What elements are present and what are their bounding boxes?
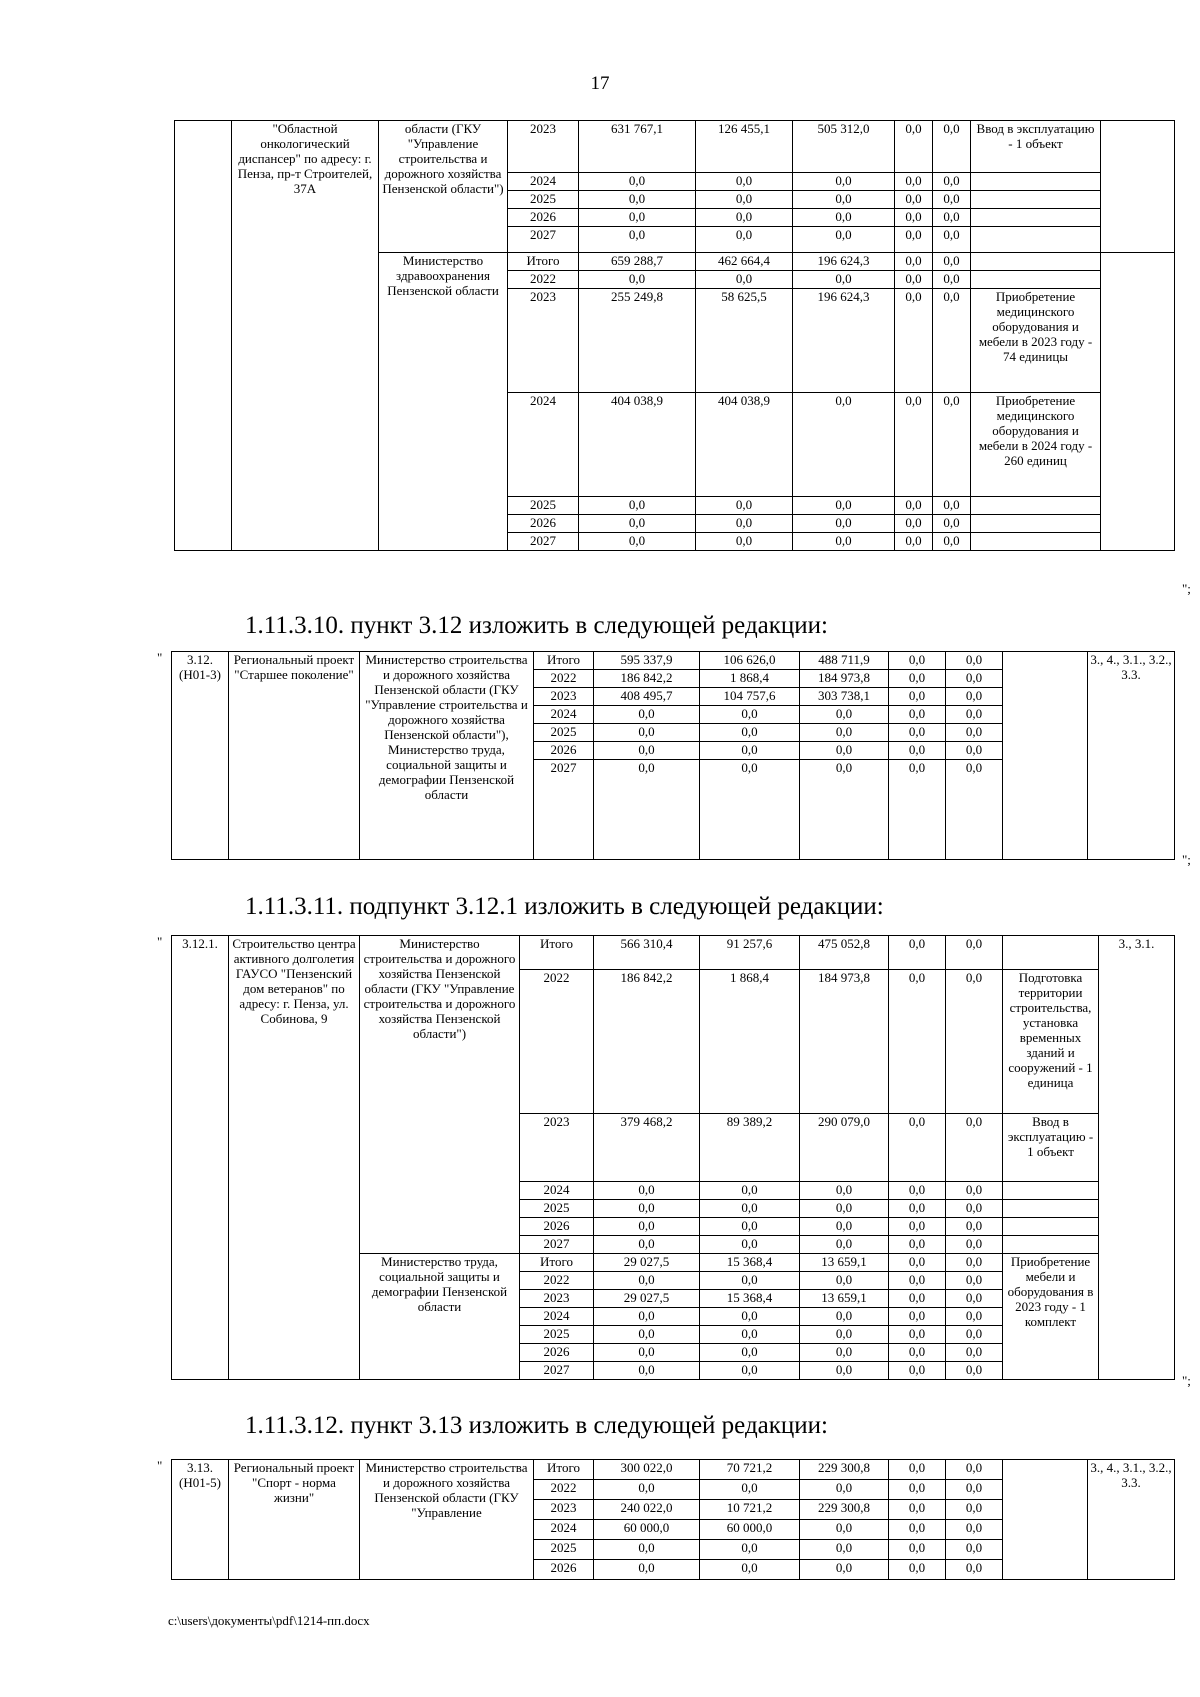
amount-cell: 0,0	[946, 936, 1003, 970]
amount-cell: 0,0	[895, 515, 933, 533]
amount-cell: 0,0	[579, 209, 696, 227]
amount-cell: 229 300,8	[800, 1500, 889, 1520]
amount-cell: 0,0	[933, 209, 971, 227]
result-cell: Ввод в эксплуатацию - 1 объект	[971, 121, 1101, 173]
year-cell: 2025	[534, 1540, 594, 1560]
amount-cell: 0,0	[889, 652, 946, 670]
amount-cell: 0,0	[895, 253, 933, 271]
amount-cell: 0,0	[700, 1182, 800, 1200]
item-name-cell: Региональный проект "Спорт - норма жизни"	[229, 1460, 360, 1580]
amount-cell: 0,0	[946, 1272, 1003, 1290]
amount-cell: 196 624,3	[793, 253, 895, 271]
year-cell: 2025	[534, 724, 594, 742]
amount-cell: 13 659,1	[800, 1254, 889, 1272]
amount-cell: 0,0	[800, 1200, 889, 1218]
amount-cell: 0,0	[889, 1200, 946, 1218]
amount-cell: 0,0	[696, 533, 793, 551]
year-cell: 2022	[520, 1272, 594, 1290]
year-cell: 2027	[520, 1236, 594, 1254]
result-cell: Приобретение медицинского оборудования и мебели в 2024 году - 260 единиц	[971, 393, 1101, 497]
amount-cell: 0,0	[933, 121, 971, 173]
amount-cell: 0,0	[579, 271, 696, 289]
amount-cell: 0,0	[895, 121, 933, 173]
year-cell: 2026	[520, 1344, 594, 1362]
amount-cell: 0,0	[889, 760, 946, 860]
amount-cell: 0,0	[889, 742, 946, 760]
amount-cell: 0,0	[700, 1200, 800, 1218]
amount-cell: 13 659,1	[800, 1290, 889, 1308]
amount-cell: 0,0	[946, 1114, 1003, 1182]
executor-cell: Министерство труда, социальной защиты и демографии Пензенской области	[360, 1254, 520, 1380]
year-cell: 2026	[534, 742, 594, 760]
closing-quote-mark: ";	[1182, 581, 1191, 596]
amount-cell: 0,0	[889, 688, 946, 706]
year-cell: 2025	[520, 1200, 594, 1218]
amount-cell: 0,0	[696, 191, 793, 209]
amount-cell: 0,0	[889, 1272, 946, 1290]
year-cell: 2027	[508, 227, 579, 253]
amount-cell: 0,0	[933, 289, 971, 393]
amount-cell: 0,0	[895, 191, 933, 209]
amount-cell: 0,0	[889, 1290, 946, 1308]
amount-cell: 0,0	[594, 1236, 700, 1254]
amount-cell: 0,0	[594, 760, 700, 860]
amount-cell: 0,0	[594, 1326, 700, 1344]
amount-cell: 0,0	[700, 1308, 800, 1326]
amount-cell: 0,0	[933, 533, 971, 551]
amount-cell: 0,0	[889, 1114, 946, 1182]
item-number-cell: 3.13. (Н01-5)	[172, 1460, 229, 1580]
amount-cell: 29 027,5	[594, 1254, 700, 1272]
executor-cell: Министерство строительства и дорожного хозяйства Пензенской области (ГКУ "Управление	[360, 1460, 534, 1580]
amount-cell: 0,0	[793, 227, 895, 253]
amount-cell: 0,0	[946, 1182, 1003, 1200]
opening-quote-mark: "	[157, 650, 163, 665]
amount-cell: 60 000,0	[700, 1520, 800, 1540]
amount-cell: 126 455,1	[696, 121, 793, 173]
table-row	[175, 121, 1175, 173]
amount-cell: 0,0	[594, 706, 700, 724]
amount-cell: 0,0	[946, 1480, 1003, 1500]
heading-3-12-1: 1.11.3.11. подпункт 3.12.1 изложить в следующей редакции:	[245, 893, 884, 920]
year-cell: 2023	[534, 688, 594, 706]
amount-cell: 0,0	[800, 1308, 889, 1326]
amount-cell: 0,0	[946, 970, 1003, 1114]
year-cell: 2025	[508, 497, 579, 515]
amount-cell: 0,0	[946, 652, 1003, 670]
amount-cell: 0,0	[594, 1560, 700, 1580]
indicator-cell	[1101, 253, 1175, 551]
amount-cell: 300 022,0	[594, 1460, 700, 1480]
amount-cell: 0,0	[800, 1218, 889, 1236]
amount-cell: 0,0	[946, 1200, 1003, 1218]
year-cell: 2022	[520, 970, 594, 1114]
amount-cell: 0,0	[793, 393, 895, 497]
amount-cell: 89 389,2	[700, 1114, 800, 1182]
amount-cell: 0,0	[579, 173, 696, 191]
amount-cell: 1 868,4	[700, 970, 800, 1114]
amount-cell: 0,0	[696, 271, 793, 289]
amount-cell: 0,0	[700, 1560, 800, 1580]
item-name-cell: Строительство центра активного долголетия ГАУСО "Пензенский дом ветеранов" по адресу: г. Пенза, ул. Собинова, 9	[229, 936, 360, 1380]
result-cell: Приобретение мебели и оборудования в 2023 году - 1 комплект	[1003, 1254, 1099, 1380]
amount-cell: 10 721,2	[700, 1500, 800, 1520]
year-cell: Итого	[534, 652, 594, 670]
amount-cell: 0,0	[696, 227, 793, 253]
year-cell: 2024	[520, 1182, 594, 1200]
amount-cell: 0,0	[946, 706, 1003, 724]
amount-cell: 0,0	[889, 1540, 946, 1560]
amount-cell: 462 664,4	[696, 253, 793, 271]
amount-cell: 0,0	[793, 209, 895, 227]
amount-cell: 0,0	[594, 1540, 700, 1560]
result-cell	[971, 227, 1101, 253]
indicator-cell: 3., 4., 3.1., 3.2., 3.3.	[1088, 1460, 1175, 1580]
amount-cell: 0,0	[594, 1344, 700, 1362]
result-cell	[1003, 1200, 1099, 1218]
amount-cell: 0,0	[889, 670, 946, 688]
amount-cell: 0,0	[800, 1182, 889, 1200]
amount-cell: 0,0	[889, 970, 946, 1114]
amount-cell: 0,0	[594, 742, 700, 760]
amount-cell: 0,0	[700, 760, 800, 860]
amount-cell: 0,0	[889, 1218, 946, 1236]
amount-cell: 0,0	[700, 1218, 800, 1236]
year-cell: 2024	[534, 706, 594, 724]
table-row	[172, 1460, 1175, 1480]
amount-cell: 0,0	[946, 670, 1003, 688]
amount-cell: 0,0	[946, 1540, 1003, 1560]
year-cell: 2022	[508, 271, 579, 289]
closing-quote-mark: ";	[1182, 1373, 1191, 1388]
item-name-cell: "Областной онкологический диспансер" по адресу: г. Пенза, пр-т Строителей, 37А	[232, 121, 379, 551]
amount-cell: 0,0	[889, 1500, 946, 1520]
page-number: 17	[590, 73, 610, 94]
amount-cell: 0,0	[946, 1460, 1003, 1480]
indicator-cell: 3., 3.1.	[1099, 936, 1175, 1380]
item-number-cell	[175, 121, 232, 551]
amount-cell: 0,0	[946, 742, 1003, 760]
amount-cell: 0,0	[793, 497, 895, 515]
amount-cell: 0,0	[946, 724, 1003, 742]
amount-cell: 0,0	[933, 253, 971, 271]
indicator-cell: 3., 4., 3.1., 3.2., 3.3.	[1088, 652, 1175, 860]
amount-cell: 0,0	[895, 209, 933, 227]
amount-cell: 408 495,7	[594, 688, 700, 706]
amount-cell: 0,0	[895, 393, 933, 497]
amount-cell: 0,0	[895, 271, 933, 289]
result-cell	[971, 253, 1101, 271]
year-cell: 2023	[508, 289, 579, 393]
amount-cell: 0,0	[700, 1480, 800, 1500]
amount-cell: 0,0	[800, 1326, 889, 1344]
year-cell: 2026	[508, 515, 579, 533]
amount-cell: 255 249,8	[579, 289, 696, 393]
year-cell: 2027	[508, 533, 579, 551]
amount-cell: 184 973,8	[800, 970, 889, 1114]
amount-cell: 0,0	[800, 706, 889, 724]
amount-cell: 0,0	[946, 1520, 1003, 1540]
executor-cell: Министерство строительства и дорожного хозяйства Пензенской области (ГКУ "Управление строительства и дорожного хозяйства Пензенской области")	[360, 936, 520, 1254]
amount-cell: 0,0	[579, 191, 696, 209]
opening-quote-mark: "	[157, 1458, 163, 1473]
item-number-cell: 3.12.1.	[172, 936, 229, 1380]
amount-cell: 0,0	[946, 1326, 1003, 1344]
amount-cell: 15 368,4	[700, 1254, 800, 1272]
amount-cell: 0,0	[800, 760, 889, 860]
opening-quote-mark: "	[157, 934, 163, 949]
amount-cell: 0,0	[946, 1560, 1003, 1580]
amount-cell: 0,0	[946, 688, 1003, 706]
result-cell	[971, 271, 1101, 289]
amount-cell: 0,0	[889, 1236, 946, 1254]
year-cell: 2023	[520, 1114, 594, 1182]
amount-cell: 0,0	[946, 1254, 1003, 1272]
amount-cell: 186 842,2	[594, 970, 700, 1114]
amount-cell: 0,0	[696, 515, 793, 533]
year-cell: Итого	[534, 1460, 594, 1480]
year-cell: 2026	[520, 1218, 594, 1236]
amount-cell: 0,0	[594, 1362, 700, 1380]
year-cell: 2026	[534, 1560, 594, 1580]
amount-cell: 0,0	[800, 1480, 889, 1500]
amount-cell: 0,0	[933, 271, 971, 289]
amount-cell: 0,0	[933, 227, 971, 253]
year-cell: 2024	[508, 173, 579, 191]
amount-cell: 0,0	[594, 1182, 700, 1200]
amount-cell: 0,0	[889, 706, 946, 724]
amount-cell: 631 767,1	[579, 121, 696, 173]
amount-cell: 0,0	[889, 1254, 946, 1272]
amount-cell: 0,0	[889, 1460, 946, 1480]
amount-cell: 0,0	[594, 1308, 700, 1326]
amount-cell: 0,0	[793, 191, 895, 209]
amount-cell: 58 625,5	[696, 289, 793, 393]
item-number-cell: 3.12. (Н01-3)	[172, 652, 229, 860]
table-continuation	[174, 120, 1175, 551]
amount-cell: 0,0	[895, 173, 933, 191]
result-cell	[971, 209, 1101, 227]
amount-cell: 566 310,4	[594, 936, 700, 970]
amount-cell: 0,0	[700, 724, 800, 742]
amount-cell: 0,0	[594, 724, 700, 742]
result-cell	[1003, 1460, 1088, 1580]
result-cell	[971, 533, 1101, 551]
amount-cell: 0,0	[793, 271, 895, 289]
amount-cell: 0,0	[696, 173, 793, 191]
year-cell: 2025	[508, 191, 579, 209]
amount-cell: 0,0	[946, 1218, 1003, 1236]
amount-cell: 0,0	[800, 742, 889, 760]
year-cell: 2024	[520, 1308, 594, 1326]
amount-cell: 15 368,4	[700, 1290, 800, 1308]
amount-cell: 0,0	[700, 1272, 800, 1290]
amount-cell: 91 257,6	[700, 936, 800, 970]
amount-cell: 0,0	[579, 497, 696, 515]
amount-cell: 0,0	[800, 1272, 889, 1290]
amount-cell: 0,0	[895, 533, 933, 551]
amount-cell: 0,0	[889, 1182, 946, 1200]
amount-cell: 0,0	[895, 227, 933, 253]
amount-cell: 0,0	[800, 1540, 889, 1560]
year-cell: 2022	[534, 670, 594, 688]
amount-cell: 0,0	[594, 1218, 700, 1236]
amount-cell: 0,0	[793, 533, 895, 551]
item-name-cell: Региональный проект "Старшее поколение"	[229, 652, 360, 860]
amount-cell: 0,0	[946, 1500, 1003, 1520]
amount-cell: 0,0	[700, 1236, 800, 1254]
amount-cell: 0,0	[700, 742, 800, 760]
amount-cell: 659 288,7	[579, 253, 696, 271]
amount-cell: 0,0	[933, 515, 971, 533]
amount-cell: 0,0	[700, 706, 800, 724]
amount-cell: 0,0	[889, 936, 946, 970]
year-cell: 2023	[534, 1500, 594, 1520]
result-cell	[1003, 936, 1099, 970]
amount-cell: 0,0	[594, 1480, 700, 1500]
year-cell: Итого	[520, 1254, 594, 1272]
amount-cell: 0,0	[800, 1520, 889, 1540]
amount-cell: 106 626,0	[700, 652, 800, 670]
amount-cell: 0,0	[895, 289, 933, 393]
result-cell	[971, 515, 1101, 533]
amount-cell: 0,0	[696, 209, 793, 227]
amount-cell: 0,0	[889, 1308, 946, 1326]
table-row	[172, 936, 1175, 970]
amount-cell: 186 842,2	[594, 670, 700, 688]
file-path-footer: c:\users\документы\pdf\1214-пп.docx	[168, 1613, 370, 1628]
amount-cell: 0,0	[889, 1480, 946, 1500]
year-cell: 2027	[534, 760, 594, 860]
year-cell: 2024	[534, 1520, 594, 1540]
amount-cell: 0,0	[889, 1326, 946, 1344]
amount-cell: 0,0	[594, 1200, 700, 1218]
amount-cell: 0,0	[579, 227, 696, 253]
result-cell	[971, 191, 1101, 209]
amount-cell: 290 079,0	[800, 1114, 889, 1182]
amount-cell: 0,0	[800, 1560, 889, 1580]
amount-cell: 0,0	[946, 1290, 1003, 1308]
amount-cell: 0,0	[933, 497, 971, 515]
amount-cell: 184 973,8	[800, 670, 889, 688]
amount-cell: 104 757,6	[700, 688, 800, 706]
amount-cell: 379 468,2	[594, 1114, 700, 1182]
amount-cell: 595 337,9	[594, 652, 700, 670]
amount-cell: 60 000,0	[594, 1520, 700, 1540]
result-cell: Ввод в эксплуатацию - 1 объект	[1003, 1114, 1099, 1182]
amount-cell: 303 738,1	[800, 688, 889, 706]
amount-cell: 0,0	[889, 1362, 946, 1380]
amount-cell: 0,0	[946, 760, 1003, 860]
result-cell	[1003, 1182, 1099, 1200]
amount-cell: 0,0	[579, 515, 696, 533]
amount-cell: 488 711,9	[800, 652, 889, 670]
result-cell: Приобретение медицинского оборудования и мебели в 2023 году - 74 единицы	[971, 289, 1101, 393]
amount-cell: 0,0	[800, 724, 889, 742]
amount-cell: 0,0	[889, 1344, 946, 1362]
amount-cell: 229 300,8	[800, 1460, 889, 1480]
table-item-3-13	[171, 1459, 1175, 1580]
executor-cell: области (ГКУ "Управление строительства и дорожного хозяйства Пензенской области")	[379, 121, 508, 253]
year-cell: Итого	[520, 936, 594, 970]
amount-cell: 0,0	[700, 1344, 800, 1362]
result-cell	[1003, 652, 1088, 860]
amount-cell: 0,0	[700, 1362, 800, 1380]
year-cell: 2023	[520, 1290, 594, 1308]
table-row	[172, 652, 1175, 670]
amount-cell: 0,0	[889, 1560, 946, 1580]
amount-cell: 0,0	[946, 1236, 1003, 1254]
amount-cell: 240 022,0	[594, 1500, 700, 1520]
result-cell	[971, 497, 1101, 515]
amount-cell: 0,0	[946, 1362, 1003, 1380]
year-cell: 2022	[534, 1480, 594, 1500]
amount-cell: 0,0	[800, 1236, 889, 1254]
amount-cell: 0,0	[700, 1326, 800, 1344]
year-cell: 2023	[508, 121, 579, 173]
amount-cell: 475 052,8	[800, 936, 889, 970]
closing-quote-mark: ";	[1182, 852, 1191, 867]
year-cell: 2024	[508, 393, 579, 497]
amount-cell: 404 038,9	[579, 393, 696, 497]
heading-3-13: 1.11.3.12. пункт 3.13 изложить в следующей редакции:	[245, 1412, 828, 1439]
amount-cell: 0,0	[793, 173, 895, 191]
amount-cell: 0,0	[889, 724, 946, 742]
amount-cell: 0,0	[933, 393, 971, 497]
result-cell	[1003, 1236, 1099, 1254]
amount-cell: 196 624,3	[793, 289, 895, 393]
year-cell: Итого	[508, 253, 579, 271]
amount-cell: 0,0	[933, 173, 971, 191]
amount-cell: 0,0	[946, 1344, 1003, 1362]
amount-cell: 0,0	[933, 191, 971, 209]
indicator-cell	[1101, 121, 1175, 253]
year-cell: 2025	[520, 1326, 594, 1344]
amount-cell: 0,0	[594, 1272, 700, 1290]
amount-cell: 0,0	[946, 1308, 1003, 1326]
amount-cell: 0,0	[793, 515, 895, 533]
table-item-3-12-1	[171, 935, 1175, 1380]
amount-cell: 29 027,5	[594, 1290, 700, 1308]
result-cell: Подготовка территории строительства, установка временных зданий и сооружений - 1 единица	[1003, 970, 1099, 1114]
amount-cell: 0,0	[889, 1520, 946, 1540]
table-item-3-12	[171, 651, 1175, 860]
executor-cell: Министерство строительства и дорожного хозяйства Пензенской области (ГКУ "Управление строительства и дорожного хозяйства Пензенской области"), Министерство труда, социальной защиты и демографии Пензенской области	[360, 652, 534, 860]
year-cell: 2026	[508, 209, 579, 227]
amount-cell: 0,0	[579, 533, 696, 551]
amount-cell: 70 721,2	[700, 1460, 800, 1480]
amount-cell: 0,0	[700, 1540, 800, 1560]
amount-cell: 0,0	[696, 497, 793, 515]
executor-cell: Министерство здравоохранения Пензенской области	[379, 253, 508, 551]
amount-cell: 0,0	[895, 497, 933, 515]
amount-cell: 0,0	[800, 1362, 889, 1380]
amount-cell: 404 038,9	[696, 393, 793, 497]
amount-cell: 505 312,0	[793, 121, 895, 173]
result-cell	[971, 173, 1101, 191]
year-cell: 2027	[520, 1362, 594, 1380]
amount-cell: 0,0	[800, 1344, 889, 1362]
amount-cell: 1 868,4	[700, 670, 800, 688]
result-cell	[1003, 1218, 1099, 1236]
heading-3-12: 1.11.3.10. пункт 3.12 изложить в следующей редакции:	[245, 612, 828, 639]
